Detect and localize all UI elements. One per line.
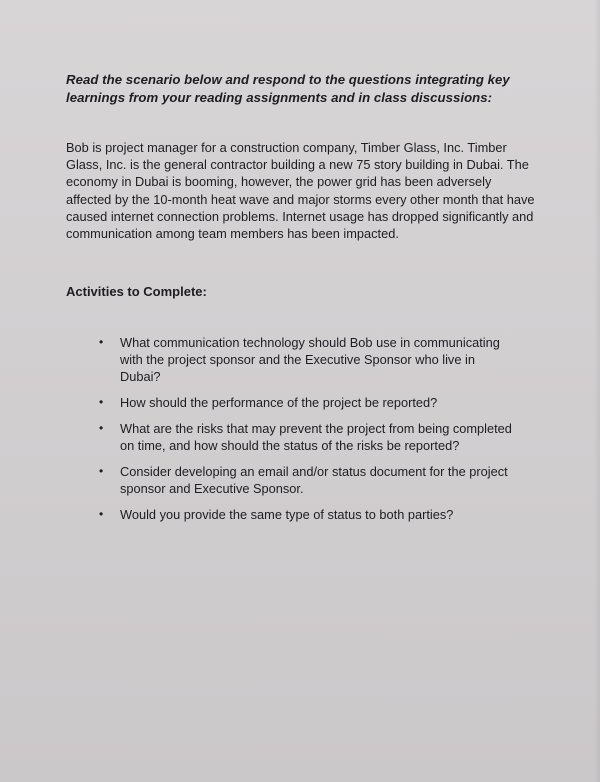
document-content — [66, 71, 546, 522]
paper-edge-shadow — [594, 0, 600, 782]
bullet-icon: • — [99, 506, 104, 521]
bullet-icon: • — [99, 335, 104, 349]
list-item-text: Consider developing an email and/or status document for the project sponsor and Executive Sponsor. — [120, 463, 508, 496]
list-item-text: What communication technology should Bob use in communicating with the project sponsor and the Executive Sponsor who live in Dubai? — [120, 335, 500, 385]
bullet-icon: • — [99, 395, 104, 410]
list-item-text: Would you provide the same type of status to both parties? — [120, 506, 454, 522]
list-item-text: What are the risks that may prevent the project from being completed on time, and how should the status of the risks be reported? — [120, 420, 512, 454]
list-item — [98, 394, 518, 411]
activities-heading: Activities to Complete: — [66, 284, 207, 299]
scenario-paragraph: Bob is project manager for a construction company, Timber Glass, Inc. Timber Glass, Inc. is the general contractor building a new 75 story building in Dubai. The economy in Dubai is booming, however, the power grid has been adversely affected by the 10-month heat wave and major storms every other month that have caused internet connection problems. Internet usage has dropped significantly and communication among team members has been impacted. — [66, 140, 535, 242]
list-item — [98, 506, 518, 523]
bullet-icon: • — [99, 420, 104, 435]
bullet-icon: • — [99, 463, 104, 478]
list-item — [98, 463, 518, 497]
list-item — [98, 420, 518, 454]
list-item-text: How should the performance of the project be reported? — [120, 395, 438, 411]
list-item — [98, 334, 518, 386]
instructions-text: Read the scenario below and respond to the questions integrating key learnings from your reading assignments and in class discussions: — [66, 72, 510, 105]
activities-list — [98, 334, 518, 531]
